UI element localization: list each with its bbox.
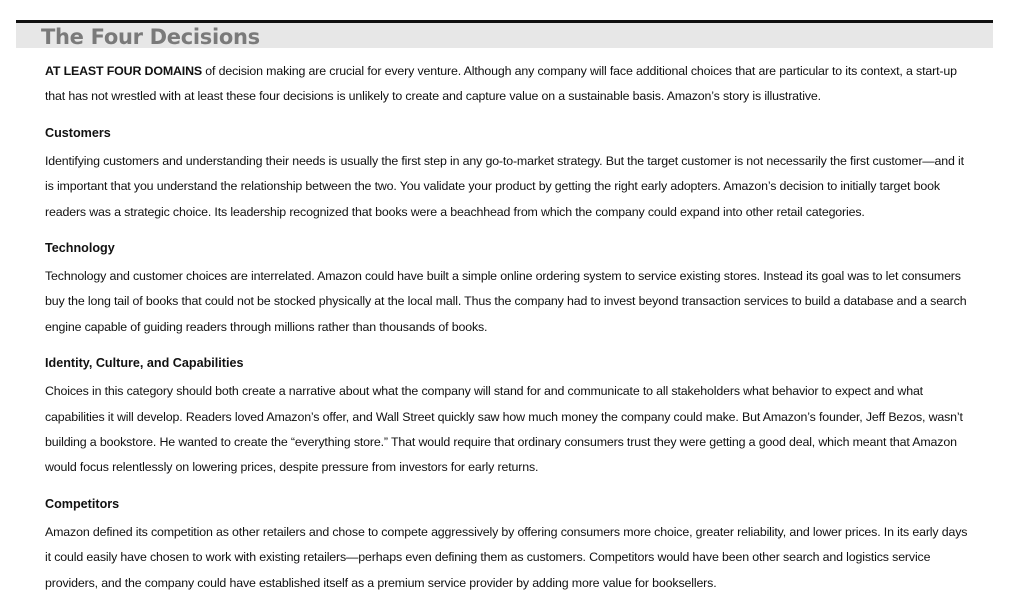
section-body-customers: Identifying customers and understanding their needs is usually the first step in any go-to-market strategy. But the target customer is not necessarily the first customer—and it is important that you understand the relationship between the two. You validate your product by getting the right early adopters. Amazon’s decision to initially target book readers was a strategic choice. Its leadership recognized that books were a beachhead from which the company could expand into other retail categories. <box>45 153 964 219</box>
sidebar-content <box>45 59 975 607</box>
intro-paragraph <box>45 59 975 110</box>
section-identity <box>45 351 975 481</box>
intro-lead-caps: AT LEAST FOUR DOMAINS <box>45 64 203 78</box>
title-bar <box>16 20 993 48</box>
sidebar-title: The Four Decisions <box>41 25 260 49</box>
section-heading-technology: Technology <box>45 241 115 256</box>
section-competitors <box>45 492 975 596</box>
section-heading-customers: Customers <box>45 125 111 140</box>
sidebar-box <box>16 20 993 602</box>
section-body-technology: Technology and customer choices are interrelated. Amazon could have built a simple online ordering system to service existing stores. Instead its goal was to let consumers buy the long tail of books that could not be stocked physically at the local mall. Thus the company had to invest beyond transaction services to build a database and a search engine capable of guiding readers through millions rather than thousands of books. <box>45 269 967 334</box>
section-heading-competitors: Competitors <box>45 496 120 511</box>
section-body-identity: Choices in this category should both create a narrative about what the company will stand for and communicate to all stakeholders what behavior to expect and what capabilities it will develop. Readers loved Amazon’s offer, and Wall Street quickly saw how much money the company could make. But Amazon’s founder, Jeff Bezos, wasn’t building a bookstore. He wanted to create the “everything store.” That would require that ordinary consumers trust they were getting a good deal, which meant that Amazon would focus relentlessly on lowering prices, despite pressure from investors for early returns. <box>45 384 963 475</box>
intro-text: of decision making are crucial for every venture. Although any company will face additional choices that are particular to its context, a start-up that has not wrestled with at least these four decisions is unlikely to create and capture value on a sustainable basis. Amazon’s story is illustrative. <box>45 64 957 104</box>
section-heading-identity: Identity, Culture, and Capabilities <box>45 356 244 371</box>
section-technology <box>45 236 975 340</box>
section-customers <box>45 121 975 225</box>
section-body-competitors: Amazon defined its competition as other retailers and chose to compete aggressively by offering consumers more choice, greater reliability, and lower prices. In its early days it could easily have chosen to work with existing retailers—perhaps even defining them as customers. Competitors would have been other search and logistics service providers, and the company could have established itself as a premium service provider by adding more value for booksellers. <box>45 524 968 590</box>
